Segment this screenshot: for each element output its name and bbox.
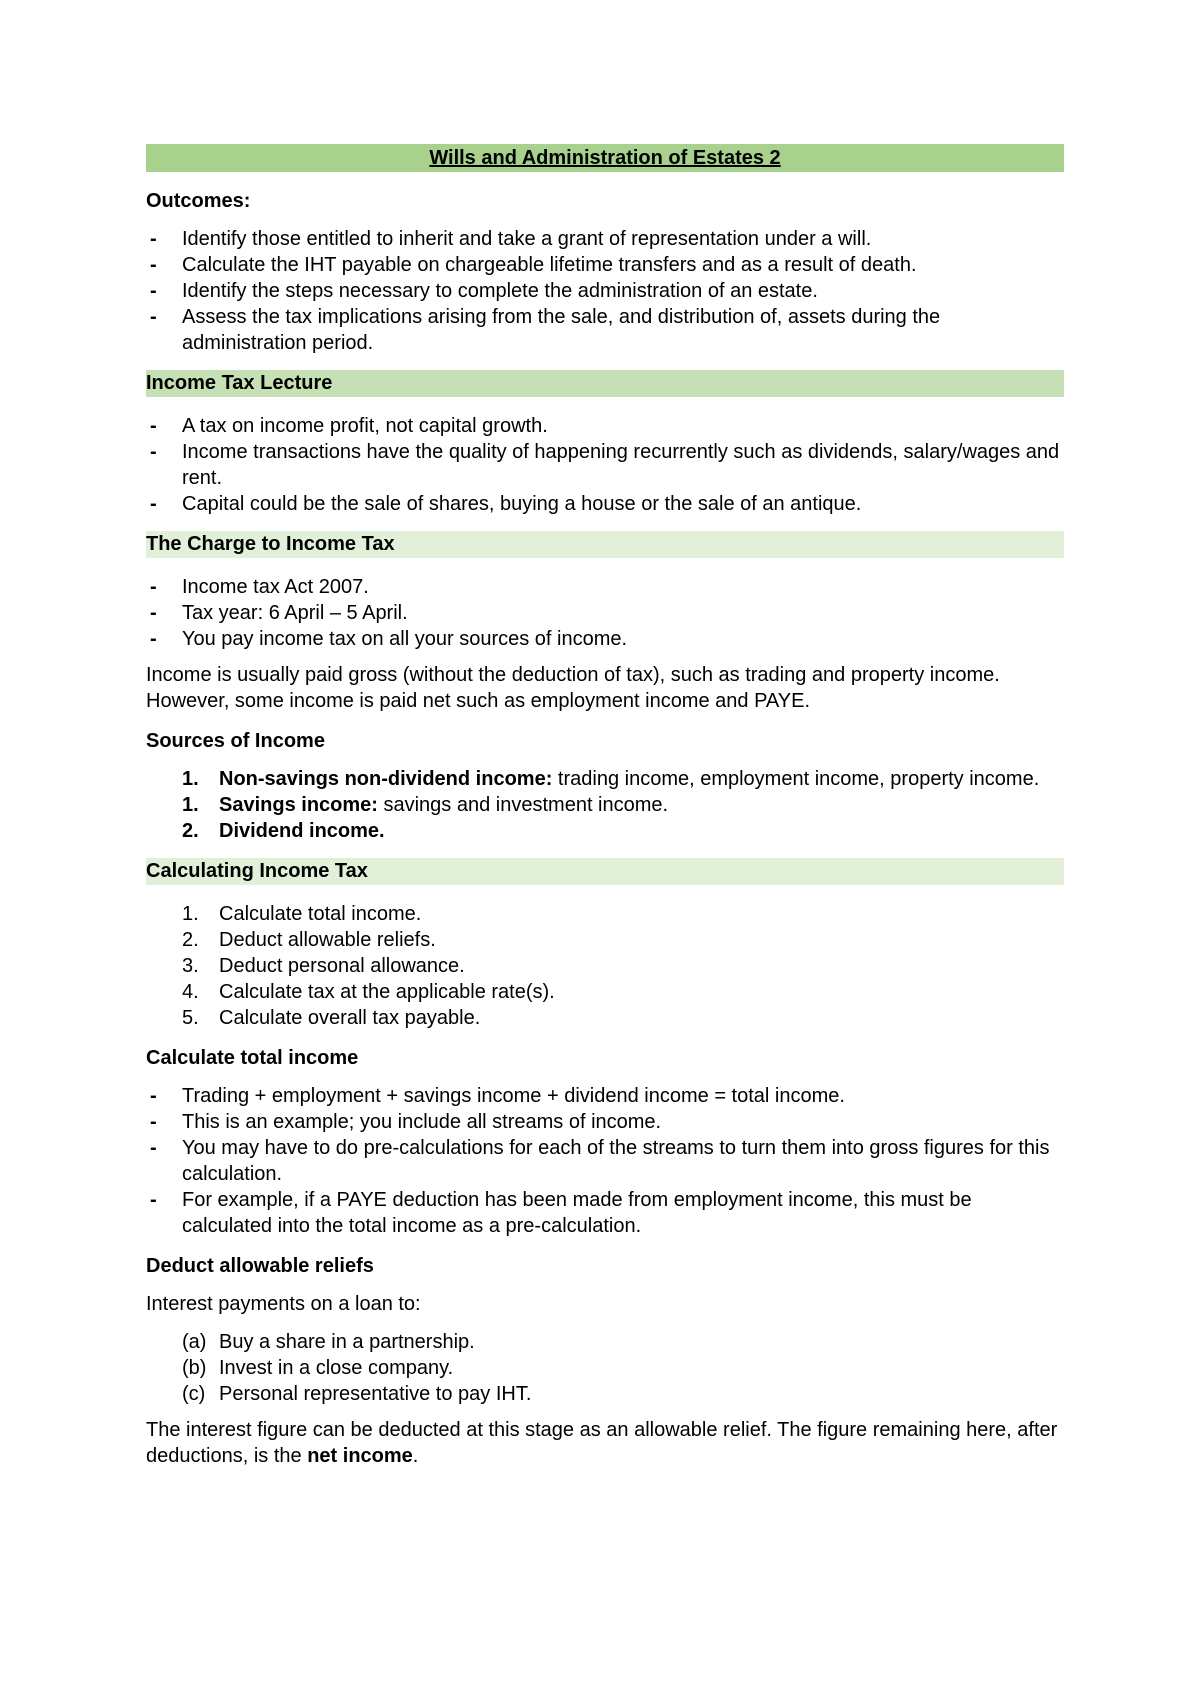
list-marker: (a) xyxy=(182,1331,207,1353)
list-marker: 1. xyxy=(182,768,199,790)
list-item xyxy=(146,766,1064,792)
source-label: Savings income: xyxy=(219,794,378,816)
document-page xyxy=(146,144,1064,1481)
list-item: - Income transactions have the quality of happening recurrently such as dividends, salary/wages and rent. xyxy=(146,439,1064,491)
list-marker: 2. xyxy=(182,820,199,842)
income-tax-lecture-list xyxy=(146,413,1064,517)
charge-paragraph: Income is usually paid gross (without the deduction of tax), such as trading and property income. However, some income is paid net such as employment income and PAYE. xyxy=(146,664,1000,712)
total-income-list xyxy=(146,1083,1064,1239)
relief-text: Personal representative to pay IHT. xyxy=(219,1383,532,1405)
list-item: - A tax on income profit, not capital growth. xyxy=(146,413,1064,439)
list-item xyxy=(146,1381,1064,1407)
list-item: - Calculate the IHT payable on chargeable lifetime transfers and as a result of death. xyxy=(146,252,1064,278)
total-income-heading: Calculate total income xyxy=(146,1047,359,1069)
list-item: - This is an example; you include all streams of income. xyxy=(146,1109,1064,1135)
sources-list xyxy=(146,766,1064,844)
calculating-heading: Calculating Income Tax xyxy=(146,858,1064,885)
step-text: Deduct allowable reliefs. xyxy=(219,929,436,951)
step-text: Calculate overall tax payable. xyxy=(219,1007,481,1029)
list-item: - Income tax Act 2007. xyxy=(146,574,1064,600)
closing-end: . xyxy=(412,1445,419,1467)
list-item: - Assess the tax implications arising from the sale, and distribution of, assets during the administration period. xyxy=(146,304,1064,356)
list-item xyxy=(146,818,1064,844)
calculating-list xyxy=(146,901,1064,1031)
step-text: Calculate tax at the applicable rate(s). xyxy=(219,981,555,1003)
list-item xyxy=(146,979,1064,1005)
list-marker: 4. xyxy=(182,981,199,1003)
source-label: Dividend income. xyxy=(219,820,385,842)
outcomes-heading: Outcomes: xyxy=(146,190,251,212)
list-marker: 3. xyxy=(182,955,199,977)
list-marker: 2. xyxy=(182,929,199,951)
charge-list xyxy=(146,574,1064,652)
list-marker: 1. xyxy=(182,794,199,816)
step-text: Deduct personal allowance. xyxy=(219,955,465,977)
relief-text: Buy a share in a partnership. xyxy=(219,1331,475,1353)
list-marker: 1. xyxy=(182,903,199,925)
list-item: - Trading + employment + savings income + dividend income = total income. xyxy=(146,1083,1064,1109)
list-item: - Tax year: 6 April – 5 April. xyxy=(146,600,1064,626)
income-tax-lecture-heading: Income Tax Lecture xyxy=(146,370,1064,397)
list-marker: 5. xyxy=(182,1007,199,1029)
document-title: Wills and Administration of Estates 2 xyxy=(146,144,1064,172)
net-income-term: net income xyxy=(307,1445,413,1467)
relief-text: Invest in a close company. xyxy=(219,1357,454,1379)
step-text: Calculate total income. xyxy=(219,903,422,925)
list-item: - You pay income tax on all your sources of income. xyxy=(146,626,1064,652)
list-item xyxy=(146,1355,1064,1381)
list-item: - Identify the steps necessary to complete the administration of an estate. xyxy=(146,278,1064,304)
closing-text: The interest figure can be deducted at this stage as an allowable relief. The figure remaining here, after deductions, is the xyxy=(146,1419,1058,1467)
source-text: trading income, employment income, property income. xyxy=(552,768,1040,790)
reliefs-heading: Deduct allowable reliefs xyxy=(146,1255,374,1277)
list-marker: (c) xyxy=(182,1383,206,1405)
list-item: - You may have to do pre-calculations for each of the streams to turn them into gross figures for this calculation. xyxy=(146,1135,1064,1187)
reliefs-list xyxy=(146,1329,1064,1407)
outcomes-list xyxy=(146,226,1064,356)
list-item xyxy=(146,927,1064,953)
list-item xyxy=(146,792,1064,818)
charge-heading: The Charge to Income Tax xyxy=(146,531,1064,558)
list-item: - For example, if a PAYE deduction has been made from employment income, this must be calculated into the total income as a pre-calculation. xyxy=(146,1187,1064,1239)
list-marker: (b) xyxy=(182,1357,207,1379)
list-item: - Identify those entitled to inherit and take a grant of representation under a will. xyxy=(146,226,1064,252)
reliefs-intro: Interest payments on a loan to: xyxy=(146,1293,421,1315)
source-label: Non-savings non-dividend income: xyxy=(219,768,553,790)
list-item xyxy=(146,1329,1064,1355)
list-item xyxy=(146,901,1064,927)
list-item: - Capital could be the sale of shares, buying a house or the sale of an antique. xyxy=(146,491,1064,517)
list-item xyxy=(146,953,1064,979)
list-item xyxy=(146,1005,1064,1031)
source-text: savings and investment income. xyxy=(377,794,669,816)
sources-heading: Sources of Income xyxy=(146,730,325,752)
reliefs-closing xyxy=(146,1417,1064,1469)
